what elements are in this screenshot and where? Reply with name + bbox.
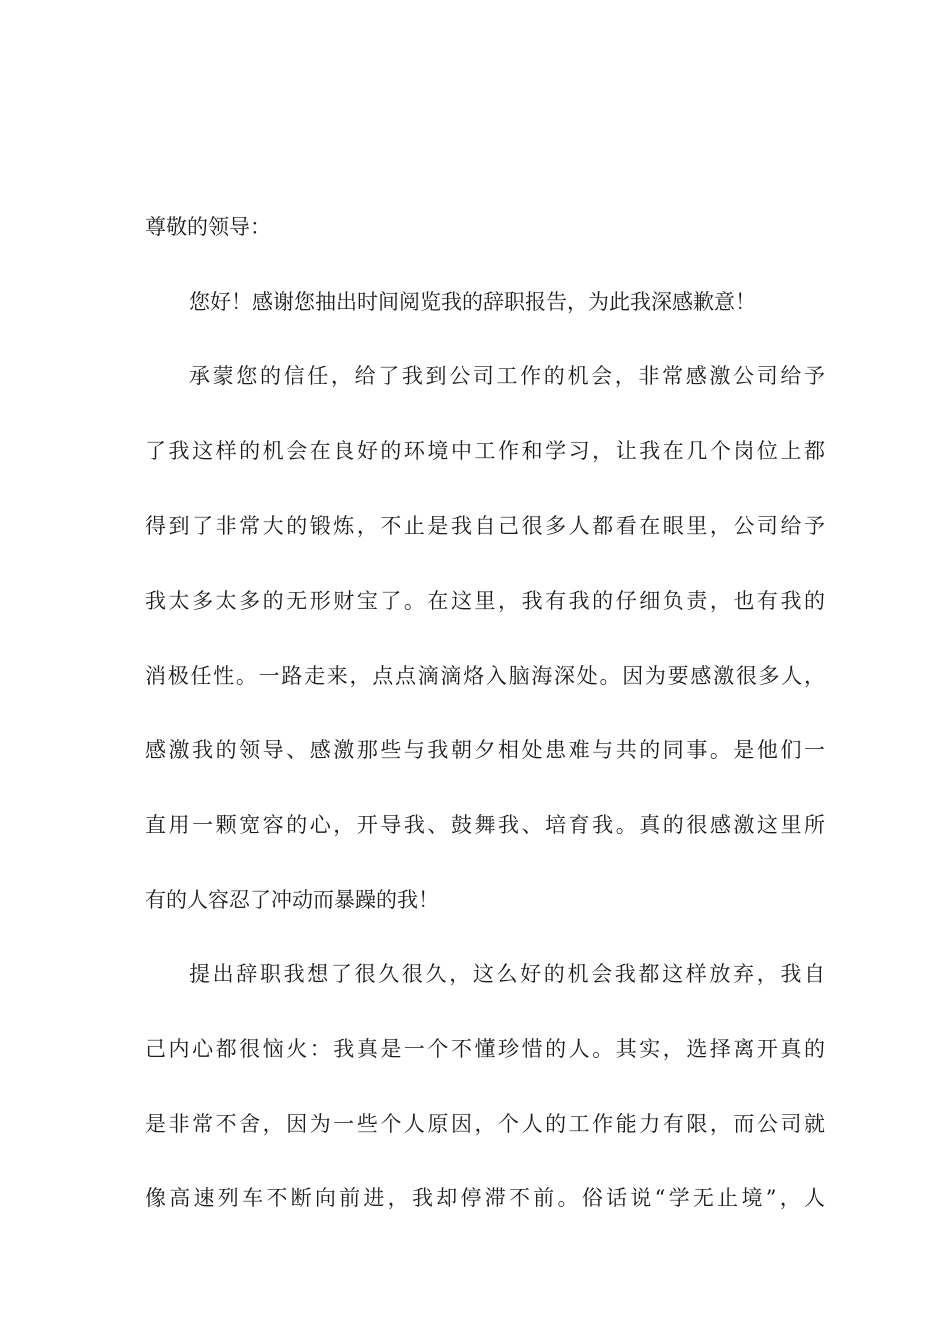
paragraph-line: 得到了非常大的锻炼，不止是我自己很多人都看在眼里，公司给予 — [145, 514, 825, 538]
salutation: 尊敬的领导： — [145, 215, 271, 239]
paragraph-line: 己内心都很恼火：我真是一个不懂珍惜的人。其实，选择离开真的 — [145, 1037, 825, 1061]
paragraph-line: 直用一颗宽容的心，开导我、鼓舞我、培育我。真的很感激这里所 — [145, 813, 825, 837]
paragraph-line: 像高速列车不断向前进，我却停滞不前。俗话说“学无止境”，人 — [145, 1186, 825, 1210]
paragraph-line: 感激我的领导、感激那些与我朝夕相处患难与共的同事。是他们一 — [145, 738, 825, 762]
paragraph-line: 消极任性。一路走来，点点滴滴烙入脑海深处。因为要感激很多人， — [145, 664, 825, 688]
paragraph-line: 承蒙您的信任，给了我到公司工作的机会，非常感激公司给予 — [189, 364, 825, 388]
paragraph-line: 提出辞职我想了很久很久，这么好的机会我都这样放弃，我自 — [189, 962, 825, 986]
paragraph-line: 您好！感谢您抽出时间阅览我的辞职报告，为此我深感歉意！ — [189, 290, 756, 314]
paragraph-line: 有的人容忍了冲动而暴躁的我！ — [145, 888, 439, 912]
paragraph-line: 了我这样的机会在良好的环境中工作和学习，让我在几个岗位上都 — [145, 439, 825, 463]
paragraph-line: 是非常不舍，因为一些个人原因，个人的工作能力有限，而公司就 — [145, 1112, 825, 1136]
paragraph-line: 我太多太多的无形财宝了。在这里，我有我的仔细负责，也有我的 — [145, 589, 825, 613]
